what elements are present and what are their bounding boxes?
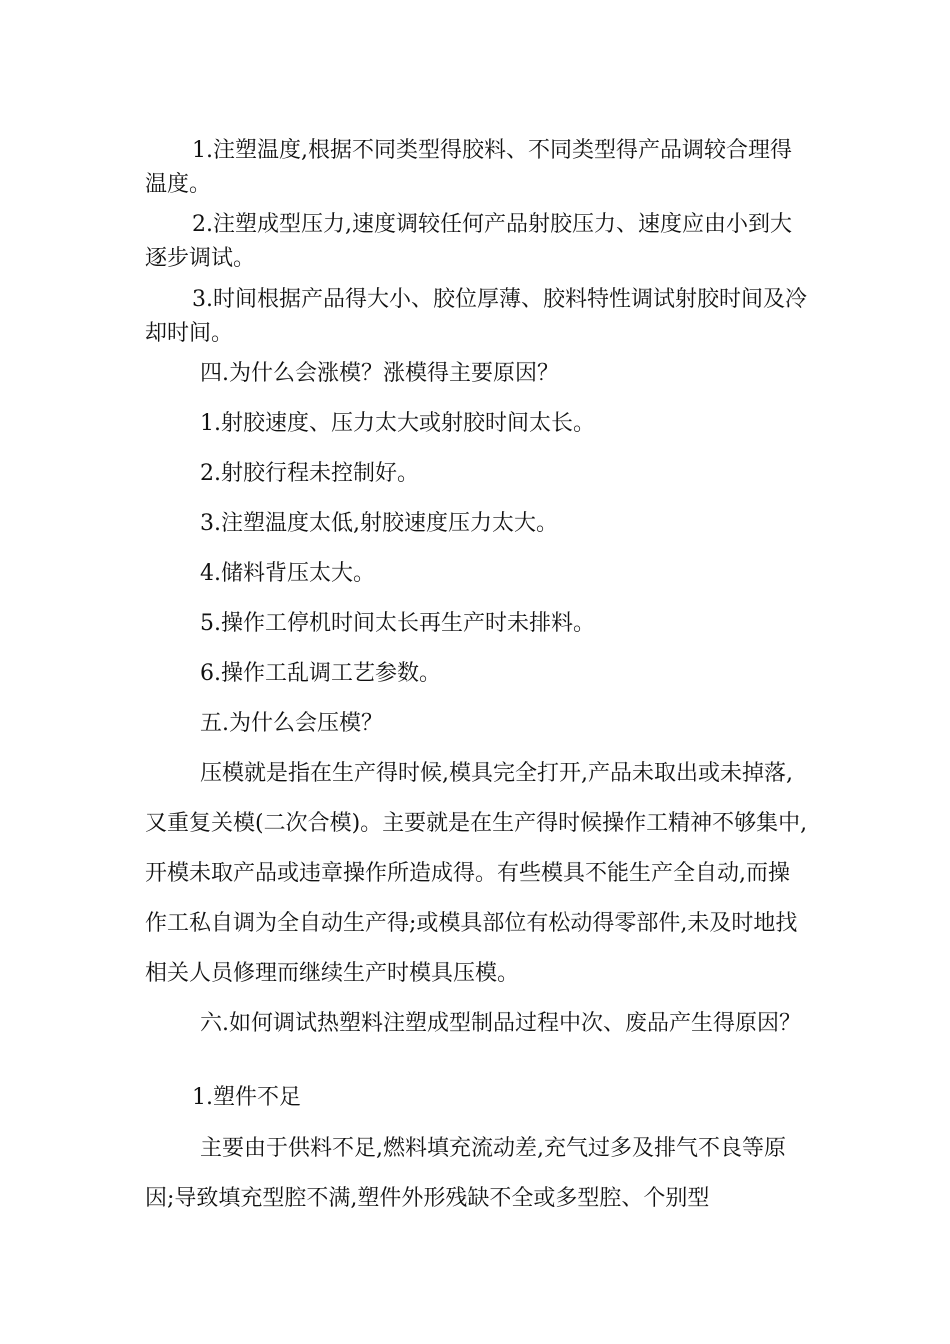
paragraph-short-shot: 主要由于供料不足,燃料填充流动差,充气过多及排气不良等原因;导致填充型腔不满,塑件外形残缺不全或多型腔、个别型 <box>145 1136 786 1211</box>
paragraph-temperature: 1.注塑温度,根据不同类型得胶料、不同类型得产品调较合理得温度。 <box>145 138 792 197</box>
heading-section-four: 四.为什么会涨模？涨模得主要原因？ <box>200 361 559 386</box>
list-item-2: 2.射胶行程未控制好。 <box>200 461 419 486</box>
paragraph-pressure: 2.注塑成型压力,速度调较任何产品射胶压力、速度应由小到大逐步调试。 <box>145 212 792 271</box>
paragraph-time: 3.时间根据产品得大小、胶位厚薄、胶料特性调试射胶时间及冷却时间。 <box>145 287 807 346</box>
list-item-1: 1.射胶速度、压力太大或射胶时间太长。 <box>200 411 595 436</box>
heading-section-six: 六.如何调试热塑料注塑成型制品过程中次、废品产生得原因？ <box>200 1011 801 1036</box>
list-item-6: 6.操作工乱调工艺参数。 <box>200 661 441 686</box>
subheading-short-shot: 1.塑件不足 <box>192 1085 301 1110</box>
list-item-3: 3.注塑温度太低,射胶速度压力太大。 <box>200 511 558 536</box>
paragraph-press-mold: 压模就是指在生产得时候,模具完全打开,产品未取出或未掉落,又重复关模(二次合模)。主要就是在生产得时候操作工精神不够集中,开模未取产品或违章操作所造成得。有些模具不能生产全自动,而操作工私自调为全自动生产得;或模具部位有松动得零部件,未及时地找相关人员修理而继续生产时模具压模。 <box>145 761 808 986</box>
list-item-5: 5.操作工停机时间太长再生产时未排料。 <box>200 611 595 636</box>
heading-section-five: 五.为什么会压模？ <box>200 711 383 736</box>
list-item-4: 4.储料背压太大。 <box>200 561 375 586</box>
